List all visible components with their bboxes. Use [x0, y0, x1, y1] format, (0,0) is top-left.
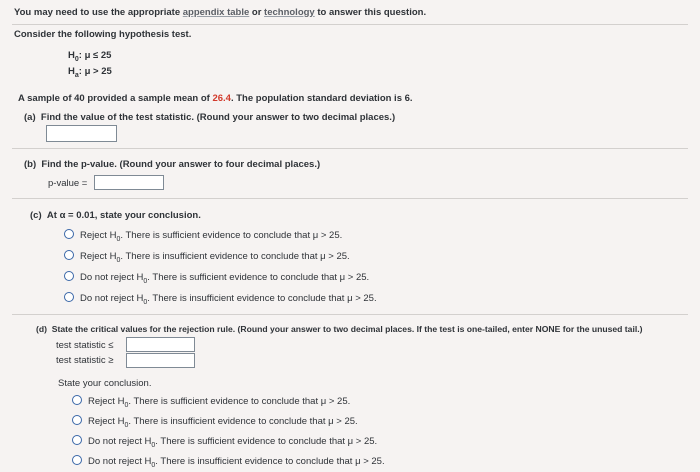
radio-button[interactable]: [64, 250, 74, 260]
appendix-table-link[interactable]: appendix table: [182, 7, 250, 18]
radio-button[interactable]: [64, 271, 74, 281]
radio-button[interactable]: [72, 415, 82, 425]
part-b-question: (b) Find the p-value. (Round your answer to four decimal places.): [24, 159, 321, 170]
radio-button[interactable]: [64, 292, 74, 302]
part-d-question: (d) State the critical values for the rejection rule. (Round your answer to two decimal places. If the test is one-tailed, enter NONE for the unused tail.): [36, 324, 643, 334]
upper-critical-input[interactable]: [126, 353, 195, 368]
divider: [12, 148, 688, 149]
radio-button[interactable]: [64, 229, 74, 239]
intro-mid: or: [249, 7, 265, 18]
p-value-input[interactable]: [94, 175, 164, 190]
part-c-question: (c) At α = 0.01, state your conclusion.: [30, 210, 201, 221]
part-c-option-3[interactable]: Do not reject $H_0$. There is sufficient evidence to conclude that μ > 25.: [64, 271, 369, 285]
divider: [12, 198, 688, 199]
intro-post: to answer this question.: [314, 7, 427, 18]
divider: [12, 24, 688, 25]
radio-button[interactable]: [72, 435, 82, 445]
radio-button[interactable]: [72, 395, 82, 405]
part-a-question: (a) Find the value of the test statistic. (Round your answer to two decimal places.): [24, 112, 396, 123]
part-d-option-1[interactable]: Reject $H_0$. There is sufficient evidence to conclude that μ > 25.: [72, 395, 350, 409]
technology-link[interactable]: technology: [264, 7, 315, 18]
lower-critical-label: test statistic ≤: [56, 340, 114, 351]
part-d-option-3[interactable]: Do not reject $H_0$. There is sufficient evidence to conclude that μ > 25.: [72, 435, 377, 449]
lower-critical-input[interactable]: [126, 337, 195, 352]
part-d-option-4[interactable]: Do not reject $H_0$. There is insufficient evidence to conclude that μ > 25.: [72, 455, 385, 469]
p-value-label: p-value =: [48, 178, 88, 189]
radio-button[interactable]: [72, 455, 82, 465]
consider-text: Consider the following hypothesis test.: [14, 29, 192, 40]
null-hypothesis: $H_0$: μ ≤ 25: [68, 50, 112, 63]
part-d-option-2[interactable]: Reject $H_0$. There is insufficient evidence to conclude that μ > 25.: [72, 415, 358, 429]
test-statistic-input[interactable]: [46, 125, 117, 142]
intro-text: [14, 7, 426, 18]
part-c-option-4[interactable]: Do not reject $H_0$. There is insufficient evidence to conclude that μ > 25.: [64, 292, 377, 306]
sample-text: A sample of 40 provided a sample mean of 26.4. The population standard deviation is 6.: [18, 93, 413, 104]
part-c-option-2[interactable]: Reject $H_0$. There is insufficient evidence to conclude that μ > 25.: [64, 250, 350, 264]
divider: [12, 314, 688, 315]
intro-pre: You may need to use the appropriate: [14, 7, 183, 18]
part-c-option-1[interactable]: Reject $H_0$. There is sufficient evidence to conclude that μ > 25.: [64, 229, 342, 243]
alt-hypothesis: $H_a$: μ > 25: [68, 66, 112, 79]
sample-mean-value: 26.4: [212, 93, 231, 104]
state-conclusion-label: State your conclusion.: [58, 378, 152, 389]
upper-critical-label: test statistic ≥: [56, 355, 114, 366]
